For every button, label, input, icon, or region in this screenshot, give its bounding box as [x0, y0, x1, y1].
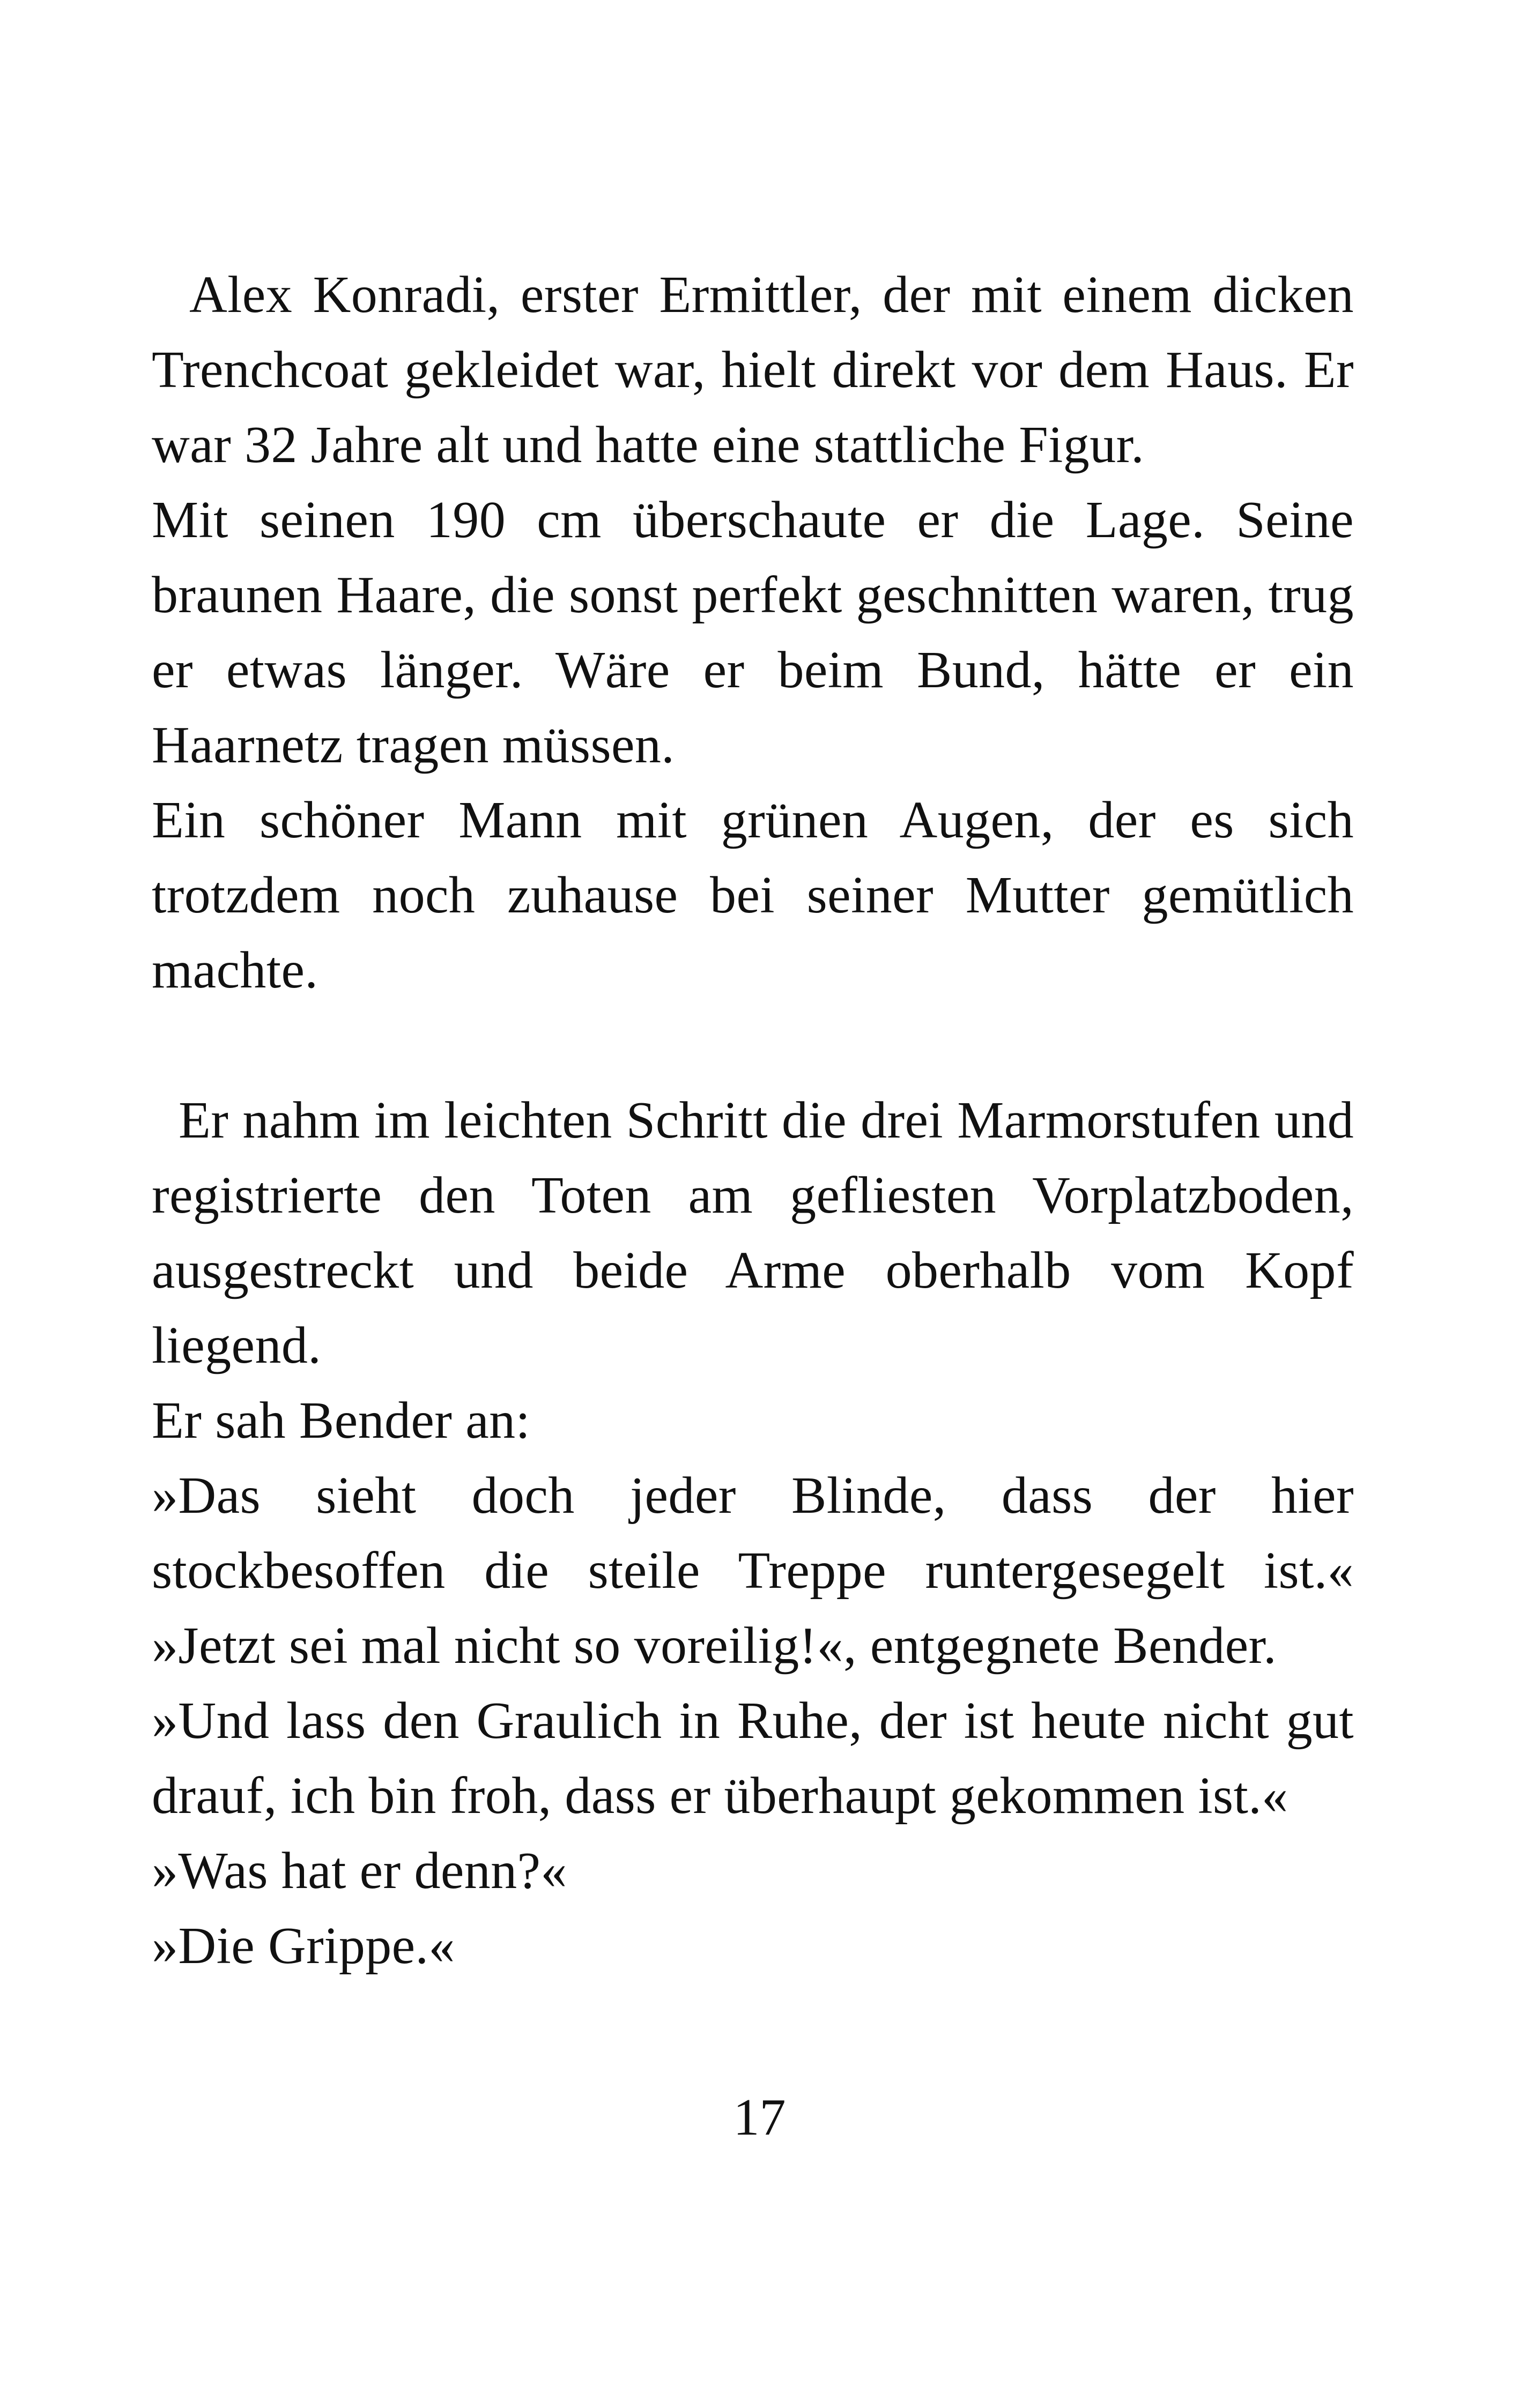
text-line: machte. — [152, 941, 318, 999]
text-line: Er sah Bender an: — [152, 1392, 531, 1450]
text-line: Trenchcoat gekleidet war, hielt direkt vor dem Haus. Er — [152, 341, 1354, 399]
text-line: »Was hat er denn?« — [152, 1842, 567, 1900]
text-line: war 32 Jahre alt und hatte eine stattliche Figur. — [152, 416, 1145, 474]
text-line: drauf, ich bin froh, dass er überhaupt gekommen ist.« — [152, 1767, 1288, 1825]
text-line: braunen Haare, die sonst perfekt geschnitten waren, trug — [152, 566, 1354, 624]
text-line: er etwas länger. Wäre er beim Bund, hätte er ein — [152, 641, 1354, 699]
text-line: Mit seinen 190 cm überschaute er die Lage. Seine — [152, 491, 1354, 549]
text-line: registrierte den Toten am gefliesten Vorplatzboden, — [152, 1166, 1354, 1224]
text-line: »Und lass den Graulich in Ruhe, der ist heute nicht gut — [152, 1692, 1354, 1750]
text-line: »Die Grippe.« — [152, 1917, 455, 1975]
text-line: liegend. — [152, 1317, 322, 1374]
page-number: 17 — [733, 2089, 786, 2146]
text-line: »Das sieht doch jeder Blinde, dass der hier — [152, 1467, 1354, 1525]
text-line: »Jetzt sei mal nicht so voreilig!«, entgegnete Bender. — [152, 1617, 1277, 1675]
text-line: ausgestreckt und beide Arme oberhalb vom Kopf — [152, 1242, 1354, 1299]
text-line: Alex Konradi, erster Ermittler, der mit einem dicken — [189, 266, 1354, 324]
text-line: Er nahm im leichten Schritt die drei Marmorstufen und — [179, 1091, 1354, 1149]
text-line: stockbesoffen die steile Treppe runtergesegelt ist.« — [152, 1542, 1354, 1600]
text-line: Ein schöner Mann mit grünen Augen, der es sich — [152, 791, 1354, 849]
text-line: trotzdem noch zuhause bei seiner Mutter gemütlich — [152, 866, 1354, 924]
text-line: Haarnetz tragen müssen. — [152, 716, 675, 774]
